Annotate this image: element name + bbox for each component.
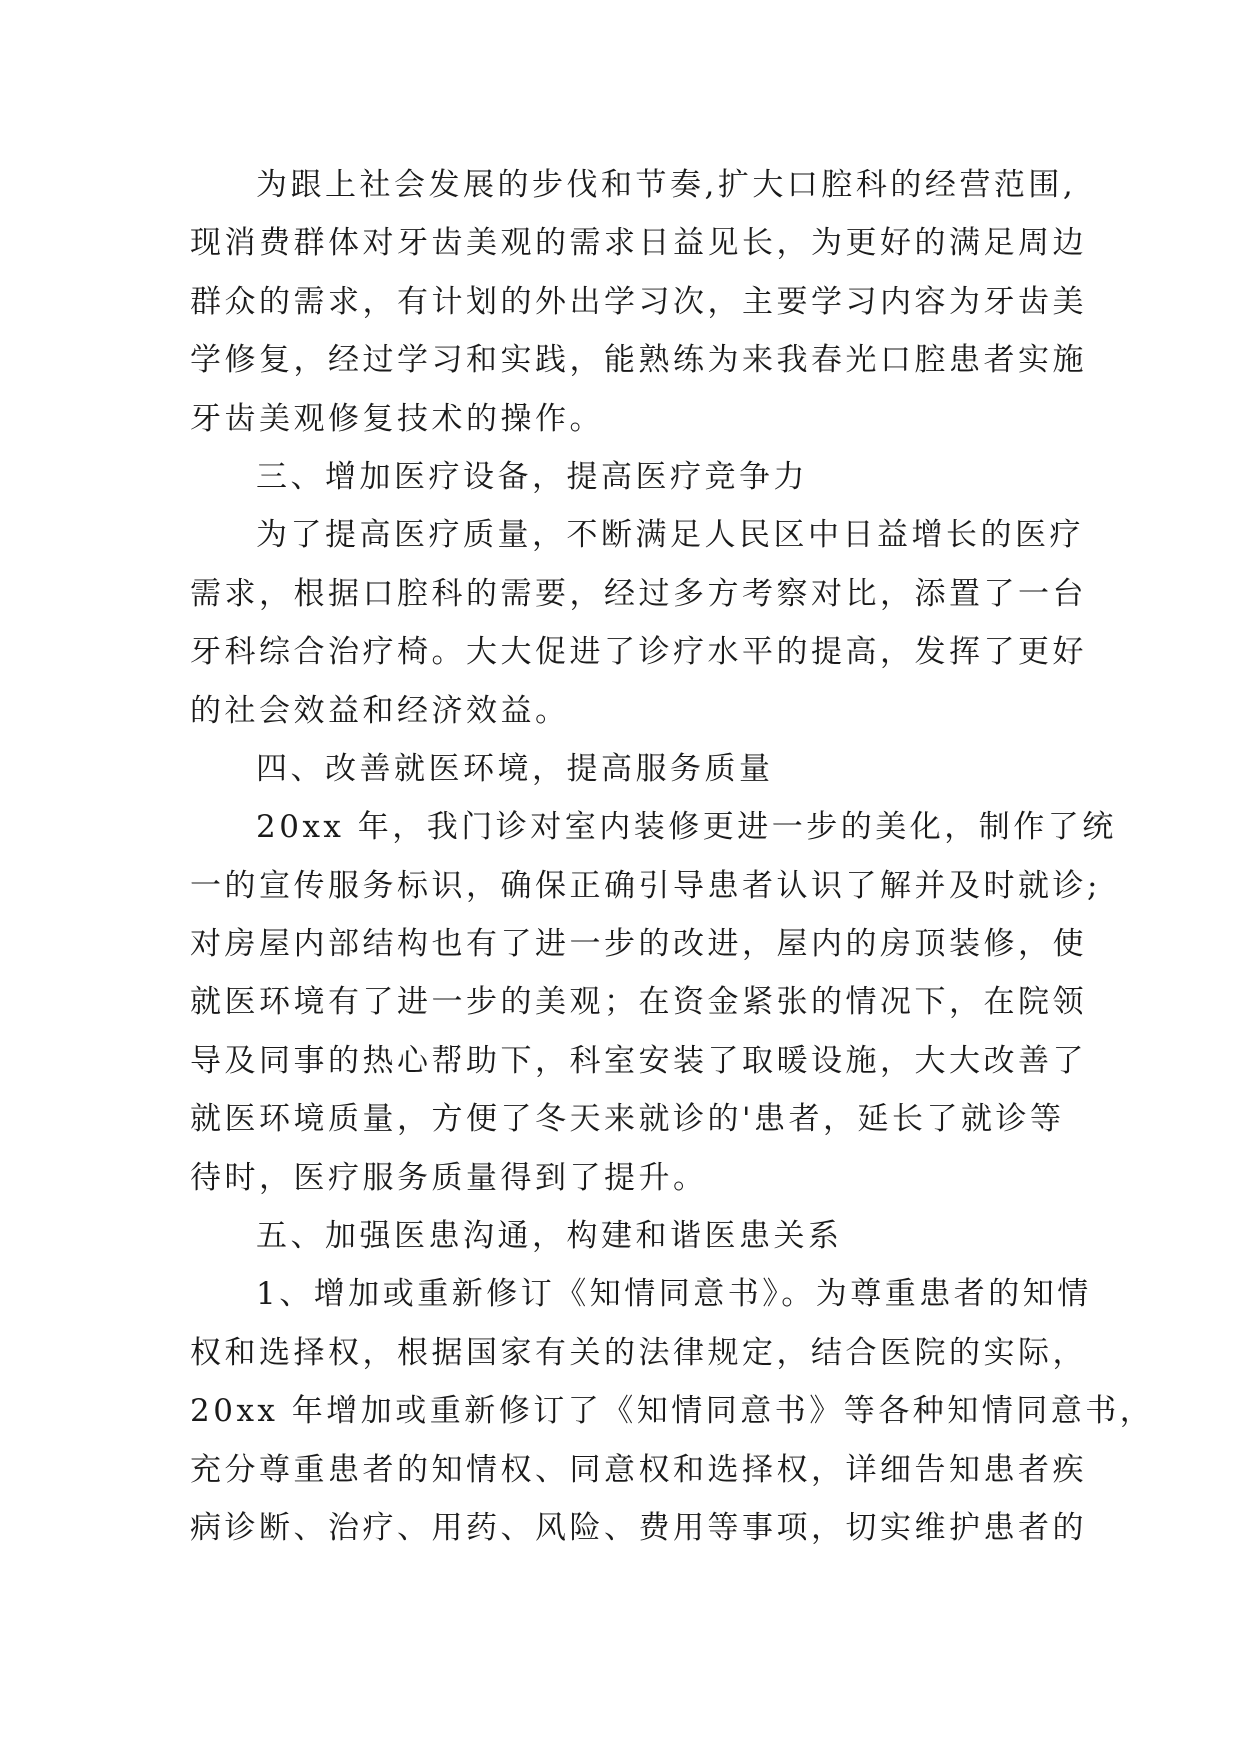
paragraph-line: 牙齿美观修复技术的操作。 — [190, 400, 604, 437]
paragraph-line: 的社会效益和经济效益。 — [190, 692, 570, 729]
paragraph-line: 导及同事的热心帮助下，科室安装了取暖设施，大大改善了 — [190, 1042, 1087, 1079]
paragraph-first-line: 为了提高医疗质量，不断满足人民区中日益增长的医疗 — [256, 517, 1084, 554]
paragraph-line: 现消费群体对牙齿美观的需求日益见长，为更好的满足周边 — [190, 225, 1087, 262]
paragraph-line: 充分尊重患者的知情权、同意权和选择权，详细告知患者疾 — [190, 1451, 1087, 1488]
paragraph-first-line: 五、加强医患沟通，构建和谐医患关系 — [256, 1218, 843, 1255]
paragraph-line: 需求，根据口腔科的需要，经过多方考察对比，添置了一台 — [190, 575, 1087, 612]
paragraph-line: 就医环境有了进一步的美观；在资金紧张的情况下，在院领 — [190, 984, 1087, 1021]
paragraph-line: 群众的需求，有计划的外出学习次，主要学习内容为牙齿美 — [190, 283, 1087, 320]
paragraph-line: 学修复，经过学习和实践，能熟练为来我春光口腔患者实施 — [190, 342, 1087, 379]
paragraph-first-line: 为跟上社会发展的步伐和节奏,扩大口腔科的经营范围, — [256, 167, 1077, 203]
paragraph-line: 对房屋内部结构也有了进一步的改进，屋内的房顶装修，使 — [190, 926, 1087, 963]
paragraph-line: 一的宣传服务标识，确保正确引导患者认识了解并及时就诊; — [190, 867, 1101, 904]
paragraph-line: 病诊断、治疗、用药、风险、费用等事项，切实维护患者的 — [190, 1509, 1087, 1546]
paragraph-line: 就医环境质量，方便了冬天来就诊的'患者，延长了就诊等 — [190, 1101, 1065, 1138]
paragraph-first-line: 20xx 年，我门诊对室内装修更进一步的美化，制作了统 — [256, 809, 1117, 846]
paragraph-line: 牙科综合治疗椅。大大促进了诊疗水平的提高，发挥了更好 — [190, 634, 1087, 671]
paragraph-line: 20xx 年增加或重新修订了《知情同意书》等各种知情同意书， — [190, 1393, 1155, 1430]
paragraph-line: 权和选择权，根据国家有关的法律规定，结合医院的实际， — [190, 1334, 1087, 1371]
paragraph-line: 待时，医疗服务质量得到了提升。 — [190, 1159, 708, 1196]
paragraph-first-line: 1、增加或重新修订《知情同意书》。为尊重患者的知情 — [256, 1276, 1092, 1313]
paragraph-first-line: 四、改善就医环境，提高服务质量 — [256, 750, 774, 787]
paragraph-first-line: 三、增加医疗设备，提高医疗竞争力 — [256, 458, 808, 495]
document-body — [190, 156, 1155, 1557]
